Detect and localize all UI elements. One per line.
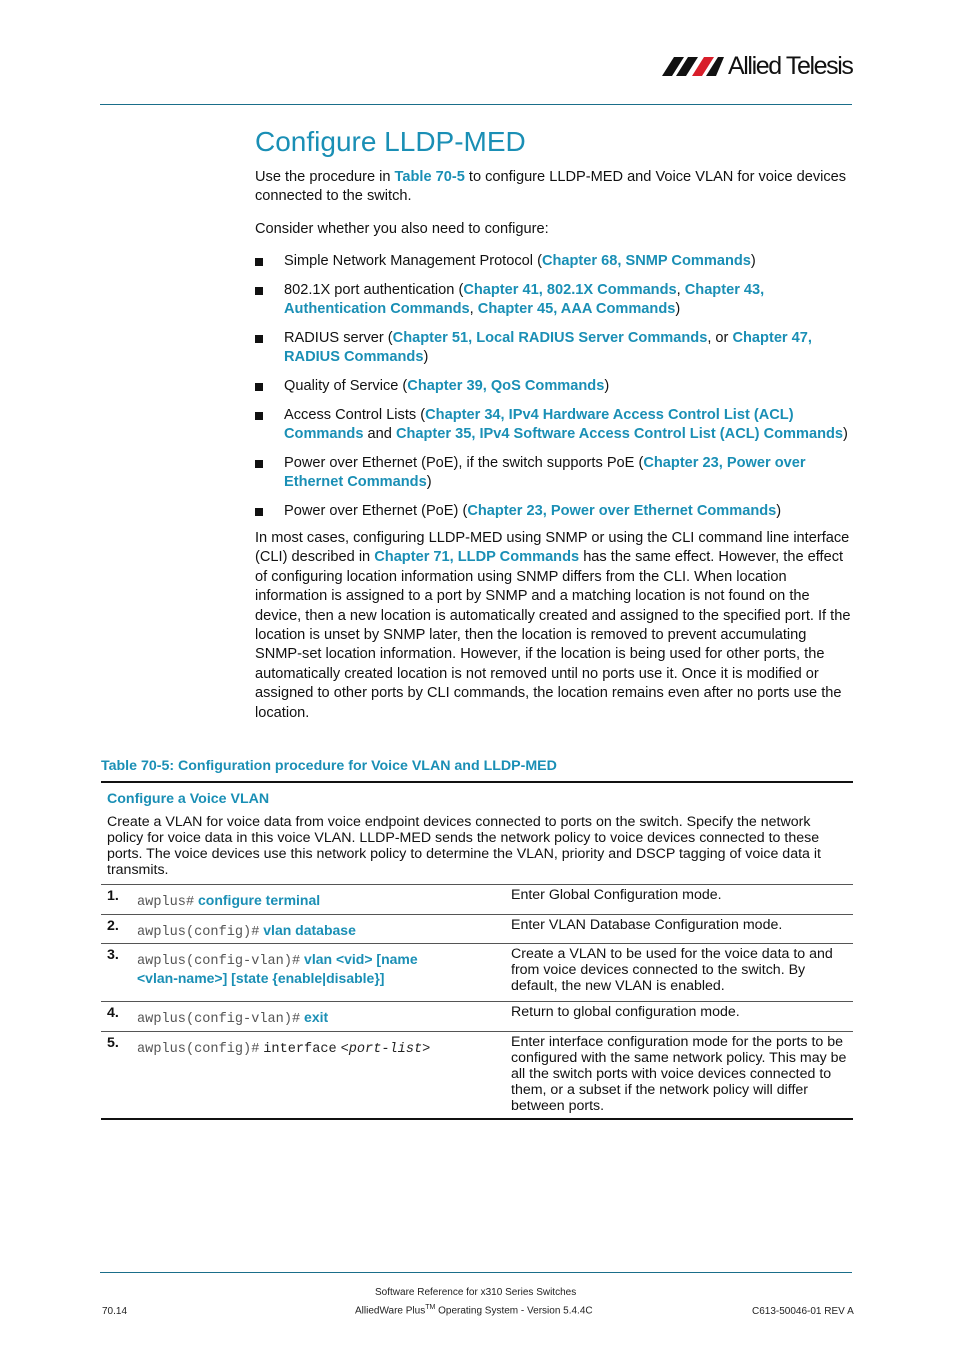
bullet-text: ): [843, 426, 848, 443]
intro-paragraph: [255, 168, 855, 207]
section-title: Configure a Voice VLAN: [107, 791, 270, 807]
intro-text-before: Use the procedure in: [255, 169, 395, 185]
step-number: 4.: [107, 1005, 119, 1021]
bullet-text: and: [363, 426, 396, 443]
table-top-rule: [101, 781, 853, 783]
bullet-square-icon: [255, 508, 263, 516]
bullet-text: ,: [676, 281, 685, 298]
command-link[interactable]: vlan database: [263, 922, 356, 938]
page-title: Configure LLDP-MED: [255, 126, 526, 157]
command-link[interactable]: configure terminal: [198, 892, 321, 908]
footer-title: Software Reference for x310 Series Switches: [375, 1287, 577, 1298]
step-number: 3.: [107, 947, 119, 963]
step-command: [137, 951, 452, 986]
row-divider: [101, 1031, 853, 1032]
table-row: [101, 1003, 853, 1031]
chapter-link[interactable]: Chapter 45, AAA Commands: [477, 301, 676, 318]
row-divider: [101, 943, 853, 944]
list-item: [255, 502, 855, 521]
step-command: [137, 1039, 467, 1058]
table-row: [101, 916, 853, 944]
bullet-text: Quality of Service (: [284, 378, 408, 395]
bullet-square-icon: [255, 383, 263, 391]
table-bottom-rule: [101, 1118, 853, 1120]
body-text-before: In most cases, configuring LLDP-MED using SNMP or using the CLI command line interface (CLI) described in: [255, 530, 850, 566]
step-description: Enter VLAN Database Configuration mode.: [511, 917, 783, 933]
bullet-text: ,: [469, 301, 478, 318]
footer-version: Operating System - Version 5.4.4C: [435, 1305, 593, 1317]
bullet-square-icon: [255, 335, 263, 343]
list-item: [255, 406, 855, 444]
intro-text-after: to configure LLDP-MED and Voice VLAN for voice devices connected to the switch.: [255, 169, 847, 205]
step-command: [137, 922, 467, 941]
chapter-link[interactable]: Chapter 43, Authentication Commands: [284, 281, 765, 318]
command-argument: <port-list>: [340, 1042, 431, 1057]
list-item: [255, 329, 855, 367]
cli-prompt: awplus(config-vlan)#: [137, 1012, 301, 1027]
bullet-square-icon: [255, 460, 263, 468]
bullet-text: ): [423, 349, 429, 366]
step-command: [137, 892, 467, 911]
list-item: [255, 377, 855, 396]
bullet-list: [255, 252, 855, 531]
chapter-link[interactable]: Chapter 35, IPv4 Software Access Control List (ACL) Commands: [395, 426, 844, 443]
step-number: 5.: [107, 1035, 119, 1051]
step-description: Enter interface configuration mode for the ports to be configured with the same network policy. This may be all the switch ports with voice devices connected to them, or a subset if the network policy will differ between ports.: [511, 1034, 847, 1114]
footer-os-line: [355, 1304, 593, 1316]
cli-prompt: awplus(config)#: [137, 1042, 260, 1057]
trademark-mark: TM: [425, 1304, 436, 1311]
bullet-text: ): [675, 301, 681, 318]
bullet-text: Power over Ethernet (PoE) (: [284, 503, 468, 520]
chapter-71-link[interactable]: Chapter 71, LLDP Commands: [374, 549, 580, 566]
bullet-text: Simple Network Management Protocol (: [284, 253, 542, 269]
command-text: interface: [263, 1042, 337, 1057]
bullet-square-icon: [255, 258, 263, 266]
footer-product: AlliedWare Plus: [355, 1305, 426, 1317]
step-number: 1.: [107, 888, 119, 904]
allied-telesis-logo: [662, 50, 852, 82]
bullet-text: ): [604, 378, 610, 395]
table-caption: Table 70-5: Configuration procedure for Voice VLAN and LLDP-MED: [101, 758, 557, 774]
bullet-square-icon: [255, 412, 263, 420]
chapter-link[interactable]: Chapter 47, RADIUS Commands: [284, 329, 812, 366]
logo-text: Allied Telesis: [728, 51, 853, 80]
bullet-text: ): [776, 503, 782, 520]
step-description: Enter Global Configuration mode.: [511, 887, 722, 903]
row-divider: [101, 914, 853, 915]
body-paragraph: [255, 529, 855, 723]
allied-telesis-logo-mark-icon: [662, 55, 724, 77]
list-item: [255, 252, 855, 271]
chapter-link[interactable]: Chapter 39, QoS Commands: [407, 378, 605, 395]
chapter-link[interactable]: Chapter 23, Power over Ethernet Commands: [467, 503, 777, 520]
step-description: Return to global configuration mode.: [511, 1004, 740, 1020]
list-item: [255, 281, 855, 319]
bullet-text: ): [750, 253, 756, 269]
chapter-link[interactable]: Chapter 23, Power over Ethernet Commands: [284, 455, 806, 491]
header-divider: [100, 104, 852, 105]
cli-prompt: awplus(config-vlan)#: [137, 954, 301, 969]
cli-prompt: awplus#: [137, 895, 195, 910]
table-row: [101, 945, 853, 1001]
step-description: Create a VLAN to be used for the voice data to and from voice devices connected to the switch. By default, the new VLAN is enabled.: [511, 946, 833, 994]
step-number: 2.: [107, 918, 119, 934]
section-description: Create a VLAN for voice data from voice endpoint devices connected to ports on the switch. Specify the network policy for voice data in this voice VLAN. LLDP-MED sends the network policy to voice devices connected to these ports. The voice devices use this network policy to determine the VLAN, priority and DSCP tagging of voice data it transmits.: [107, 814, 821, 878]
consider-paragraph: Consider whether you also need to configure:: [255, 221, 549, 237]
chapter-link[interactable]: Chapter 51, Local RADIUS Server Commands: [392, 329, 708, 346]
document-id: C613-50046-01 REV A: [752, 1306, 854, 1317]
footer-divider: [100, 1272, 852, 1273]
command-link[interactable]: vlan <vid> [name <vlan-name>] [state {enable|disable}]: [137, 951, 418, 986]
chapter-link[interactable]: Chapter 34, IPv4 Hardware Access Control List (ACL) Commands: [284, 406, 794, 443]
list-item: [255, 454, 855, 492]
bullet-text: , or: [707, 329, 733, 346]
bullet-text: Power over Ethernet (PoE), if the switch supports PoE (: [284, 455, 644, 472]
cli-prompt: awplus(config)#: [137, 925, 260, 940]
row-divider: [101, 884, 853, 885]
chapter-link[interactable]: Chapter 41, 802.1X Commands: [463, 281, 677, 298]
bullet-square-icon: [255, 287, 263, 295]
table-ref-link[interactable]: Table 70-5: [394, 169, 465, 185]
table-row: [101, 886, 853, 914]
table-row: [101, 1033, 853, 1119]
page-number: 70.14: [102, 1306, 128, 1317]
bullet-text: Access Control Lists (: [284, 406, 426, 423]
bullet-text: RADIUS server (: [284, 329, 393, 346]
bullet-text: 802.1X port authentication (: [284, 281, 464, 298]
chapter-link[interactable]: Chapter 68, SNMP Commands: [541, 253, 751, 269]
bullet-text: ): [426, 474, 432, 491]
row-divider: [101, 1001, 853, 1002]
body-text-after: has the same effect. However, the effect of configuring location information using SNMP differs from the CLI. When location information is assigned to a port by SNMP and a matching location is not found on the device, then a new location is automatically created and assigned to the specified port. If the location is unset by SNMP later, then the location is removed to prevent accumulating SNMP-set location information. However, if the location is being used for other ports, the automatically created location is not removed until no ports use it. Once it is modified or assigned to other ports by CLI commands, the location remains even after no ports use the location.: [255, 549, 851, 721]
step-command: [137, 1009, 467, 1028]
command-link[interactable]: exit: [304, 1009, 329, 1025]
